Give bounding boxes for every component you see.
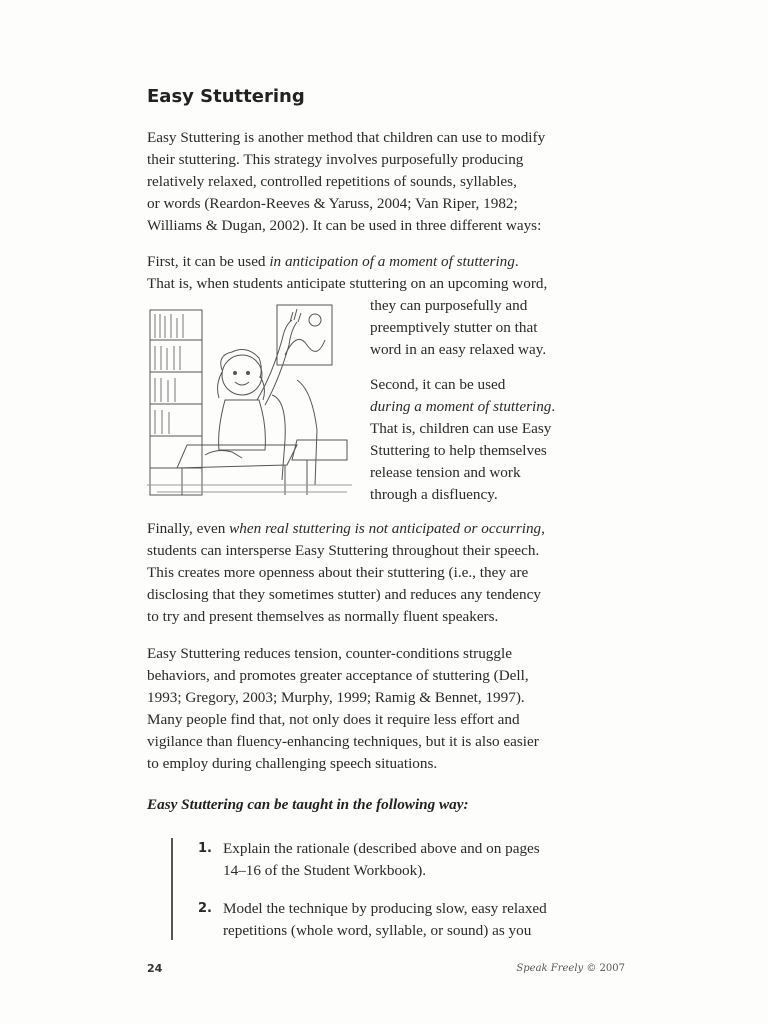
classroom-illustration (147, 300, 352, 500)
list-item-text (223, 838, 583, 882)
list-bracket-divider (171, 838, 173, 940)
list-item-number: 1. (198, 841, 212, 856)
source-title: Speak Freely (516, 963, 584, 974)
teaching-heading: Easy Stuttering can be taught in the following way: (147, 796, 469, 813)
text-line: to employ during challenging speech situations. (147, 755, 438, 772)
text-line: Stuttering to help themselves (370, 442, 547, 459)
text-line: Many people find that, not only does it require less effort and (147, 711, 520, 728)
text-line: Williams & Dugan, 2002). It can be used in three different ways: (147, 217, 542, 234)
intro-paragraph (147, 127, 577, 237)
text-line: That is, children can use Easy (370, 420, 552, 437)
footer-source (505, 963, 625, 974)
source-copyright: © 2007 (583, 963, 625, 974)
text-line: Easy Stuttering is another method that children can use to modify (147, 129, 546, 146)
text-line: First, it can be used in anticipation of a moment of stuttering. (147, 253, 519, 270)
text-line: Second, it can be used (370, 376, 506, 393)
text-line: behaviors, and promotes greater acceptance of stuttering (Dell, (147, 667, 529, 684)
text-line: or words (Reardon-Reeves & Yaruss, 2004; Van Riper, 1982; (147, 195, 518, 212)
text-line: their stuttering. This strategy involves purposefully producing (147, 151, 524, 168)
third-way-paragraph (147, 518, 577, 628)
text-line: That is, when students anticipate stuttering on an upcoming word, (147, 275, 548, 292)
text-line: preemptively stutter on that (370, 319, 538, 336)
text-line: 1993; Gregory, 2003; Murphy, 1999; Ramig & Bennet, 1997). (147, 689, 525, 706)
first-way-paragraph (147, 251, 577, 295)
text-line: they can purposefully and (370, 297, 528, 314)
text-line: Explain the rationale (described above and on pages (223, 840, 540, 857)
first-way-paragraph-wrap (370, 295, 570, 361)
page-number: 24 (147, 962, 163, 975)
second-way-paragraph (370, 374, 570, 506)
text-line: during a moment of stuttering. (370, 398, 556, 415)
text-line: repetitions (whole word, syllable, or sound) as you (223, 922, 532, 939)
text-line: Easy Stuttering reduces tension, counter-conditions struggle (147, 645, 512, 662)
text-line: word in an easy relaxed way. (370, 341, 547, 358)
text-line: Finally, even when real stuttering is not anticipated or occurring, (147, 520, 545, 537)
text-line: vigilance than fluency-enhancing techniques, but it is also easier (147, 733, 539, 750)
page-title: Easy Stuttering (147, 86, 305, 107)
text-line: disclosing that they sometimes stutter) and reduces any tendency (147, 586, 541, 603)
text-line: students can intersperse Easy Stuttering throughout their speech. (147, 542, 540, 559)
benefits-paragraph (147, 643, 577, 775)
list-item-text (223, 898, 583, 942)
text-line: release tension and work (370, 464, 521, 481)
text-line: relatively relaxed, controlled repetitions of sounds, syllables, (147, 173, 517, 190)
list-item-number: 2. (198, 901, 212, 916)
text-line: Model the technique by producing slow, easy relaxed (223, 900, 547, 917)
text-line: through a disfluency. (370, 486, 498, 503)
text-line: 14–16 of the Student Workbook). (223, 862, 427, 879)
text-line: to try and present themselves as normally fluent speakers. (147, 608, 499, 625)
text-line: This creates more openness about their stuttering (i.e., they are (147, 564, 529, 581)
